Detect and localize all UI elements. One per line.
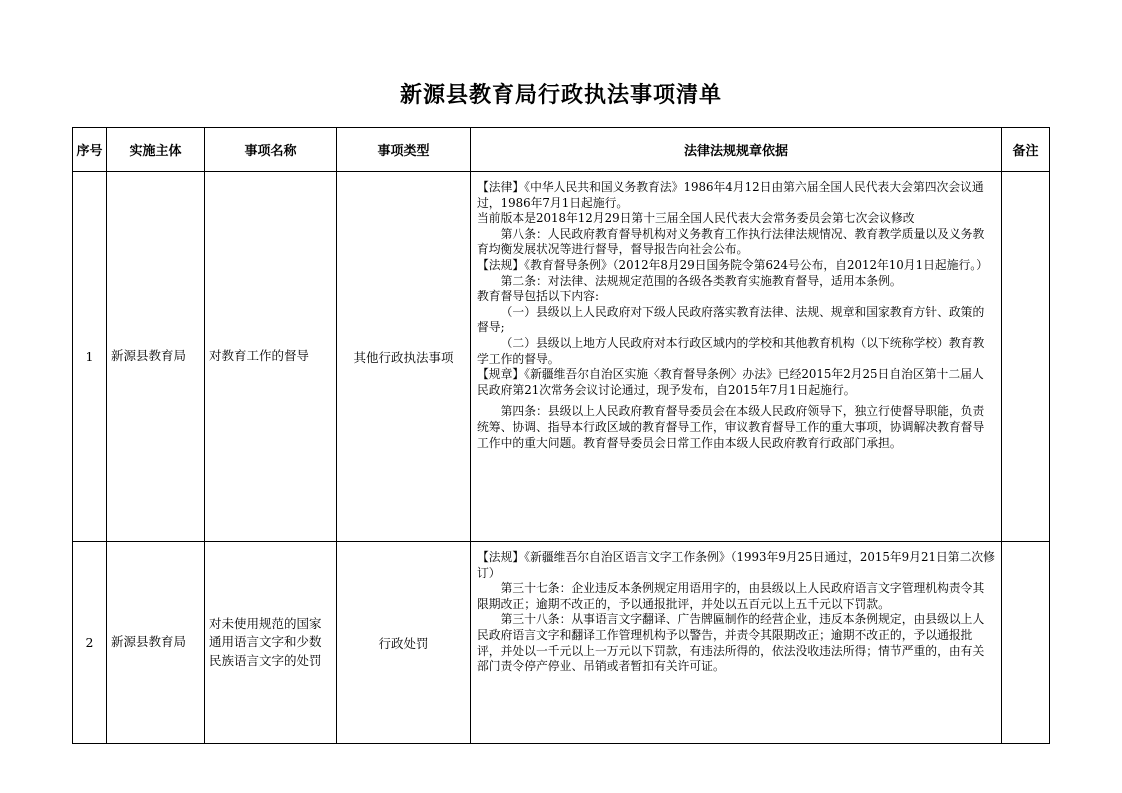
basis-paragraph: （一）县级以上人民政府对下级人民政府落实教育法律、法规、规章和国家教育方针、政策的督导; (477, 304, 985, 335)
cell-remarks (1002, 172, 1050, 542)
header-subject: 实施主体 (107, 128, 205, 172)
cell-legal-basis (471, 542, 1002, 744)
basis-paragraph: 第八条：人民政府教育督导机构对义务教育工作执行法律法规情况、教育教学质量以及义务教育均衡发展状况等进行督导，督导报告向社会公布。 (477, 226, 985, 257)
cell-subject: 新源县教育局 (107, 172, 205, 542)
header-item-name: 事项名称 (205, 128, 337, 172)
header-remarks: 备注 (1002, 128, 1050, 172)
cell-item-name: 对教育工作的督导 (205, 172, 337, 542)
table-header-row (73, 128, 1050, 172)
basis-paragraph: 【法律】《中华人民共和国义务教育法》1986年4月12日由第六届全国人民代表大会第四次会议通过，1986年7月1日起施行。 (477, 180, 984, 210)
basis-paragraph: （二）县级以上地方人民政府对本行政区域内的学校和其他教育机构（以下统称学校）教育教学工作的督导。 (477, 335, 985, 366)
cell-remarks (1002, 542, 1050, 744)
table-row (73, 542, 1050, 744)
header-item-type: 事项类型 (337, 128, 471, 172)
table-row (73, 172, 1050, 542)
basis-paragraph: 第四条：县级以上人民政府教育督导委员会在本级人民政府领导下，独立行使督导职能，负责统筹、协调、指导本行政区域的教育督导工作，审议教育督导工作的重大事项，协调解决教育督导工作中的重大问题。教育督导委员会日常工作由本级人民政府教育行政部门承担。 (477, 404, 985, 450)
cell-item-type: 行政处罚 (337, 542, 471, 744)
cell-legal-basis (471, 172, 1002, 542)
cell-item-name: 对未使用规范的国家通用语言文字和少数民族语言文字的处罚 (205, 542, 337, 744)
basis-paragraph: 教育督导包括以下内容: (477, 289, 599, 304)
cell-seq: 2 (73, 542, 107, 744)
basis-paragraph: 当前版本是2018年12月29日第十三届全国人民代表大会常务委员会第七次会议修改 (477, 211, 915, 226)
basis-paragraph: 【法规】《教育督导条例》（2012年8月29日国务院令第624号公布，自2012年10月1日起施行。） (477, 257, 988, 272)
enforcement-items-table (72, 127, 1050, 744)
basis-paragraph: 第三十七条：企业违反本条例规定用语用字的，由县级以上人民政府语言文字管理机构责令其限期改正；逾期不改正的，予以通报批评，并处以五百元以上五千元以下罚款。 (477, 581, 985, 611)
basis-paragraph: 第二条：对法律、法规规定范围的各级各类教育实施教育督导，适用本条例。 (500, 273, 902, 288)
page-title: 新源县教育局行政执法事项清单 (399, 82, 722, 108)
cell-subject: 新源县教育局 (107, 542, 205, 744)
cell-seq: 1 (73, 172, 107, 542)
basis-paragraph: 第三十八条：从事语言文字翻译、广告牌匾制作的经营企业，违反本条例规定，由县级以上人民政府语言文字和翻译工作管理机构予以警告，并责令其限期改正；逾期不改正的，予以通报批评，并处以一千元以上一万元以下罚款，有违法所得的，依法没收违法所得；情节严重的，由有关部门责令停产停业、吊销或者暂扣有关许可证。 (477, 612, 985, 674)
basis-paragraph: 【规章】《新疆维吾尔自治区实施〈教育督导条例〉办法》已经2015年2月25日自治区第十二届人民政府第21次常务会议讨论通过，现予发布，自2015年7月1日起施行。 (477, 367, 984, 397)
header-legal-basis: 法律法规规章依据 (471, 128, 1002, 172)
header-seq: 序号 (73, 128, 107, 172)
basis-paragraph: 【法规】《新疆维吾尔自治区语言文字工作条例》（1993年9月25日通过，2015年9月21日第二次修订） (477, 550, 995, 580)
cell-item-type: 其他行政执法事项 (337, 172, 471, 542)
